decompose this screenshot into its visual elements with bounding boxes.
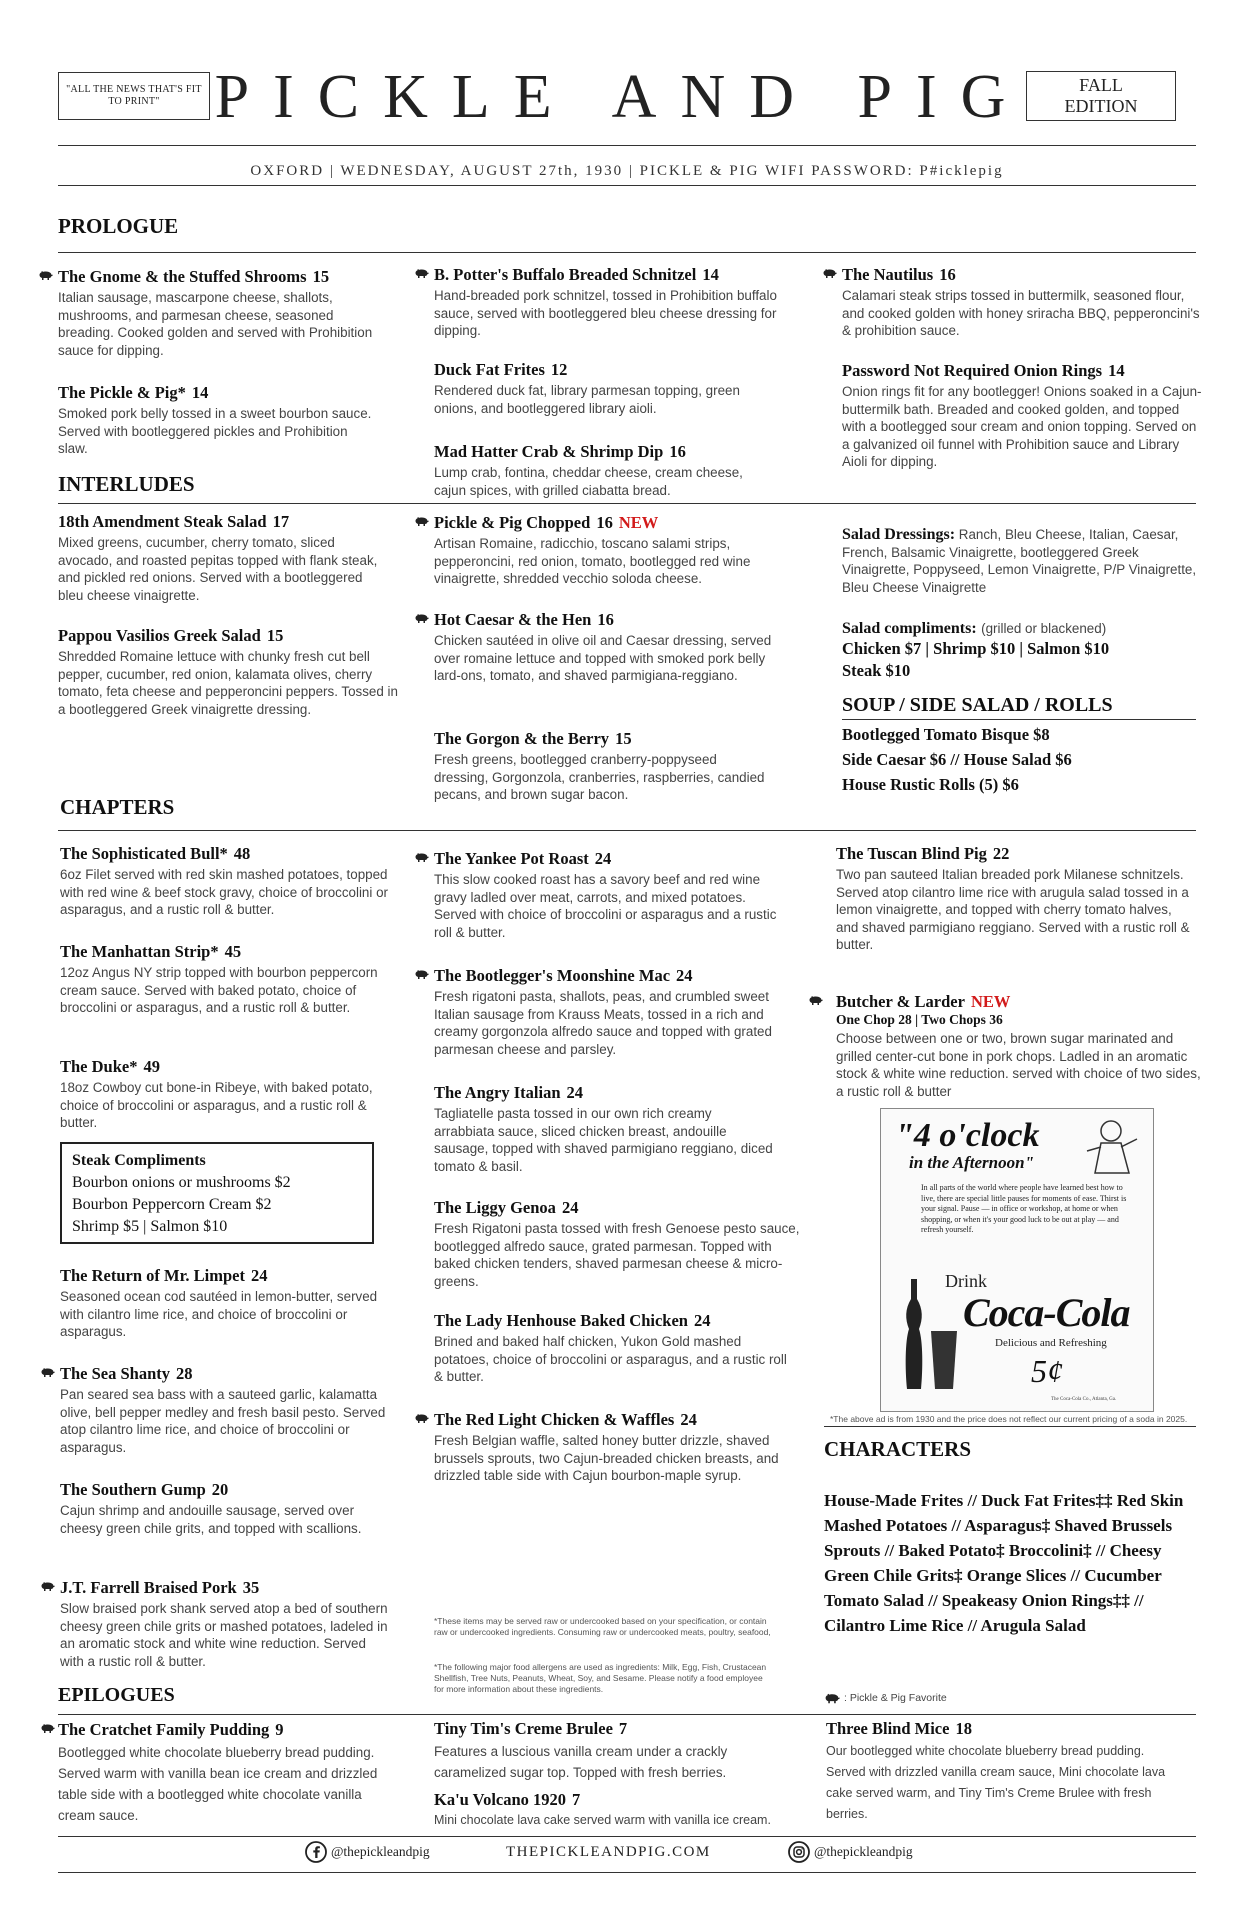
chop-prices: One Chop 28 | Two Chops 36 xyxy=(836,1012,1003,1027)
item-price: 14 xyxy=(702,265,719,284)
menu-item xyxy=(434,1719,784,1783)
item-name: The Gnome & the Stuffed Shrooms xyxy=(58,267,307,286)
item-price: 16 xyxy=(669,442,686,461)
item-desc: Smoked pork belly tossed in a sweet bourbon sauce. Served with bootleggered pickles and Prohibition slaw. xyxy=(58,406,372,456)
steak-compliments-box xyxy=(60,1142,374,1244)
edition-label: FALL EDITION xyxy=(1064,75,1138,116)
soup-line: Bootlegged Tomato Bisque $8 xyxy=(842,725,1050,744)
ad-price: 5¢ xyxy=(1031,1353,1063,1389)
item-desc: Cajun shrimp and andouille sausage, served over cheesy green chile grits, and topped with scallions. xyxy=(60,1503,362,1536)
menu-item xyxy=(826,1719,1176,1825)
item-desc: Choose between one or two, brown sugar marinated and grilled center-cut bone in pork chops. Ladled in an aromatic stock & white wine reduction. served with choice of two sides, a rustic roll & butter xyxy=(836,1031,1201,1099)
section-title-chapters: CHAPTERS xyxy=(60,795,175,819)
instagram-link[interactable] xyxy=(788,1841,913,1863)
item-name: The Return of Mr. Limpet xyxy=(60,1266,245,1285)
ad-headline: in the Afternoon" xyxy=(909,1153,1035,1172)
item-desc: Features a luscious vanilla cream under a crackly caramelized sugar top. Topped with fresh berries. xyxy=(434,1744,728,1780)
masthead-title: PICKLE AND PIG xyxy=(214,63,1030,131)
item-name: Three Blind Mice xyxy=(826,1719,950,1738)
item-price: 24 xyxy=(566,1083,584,1102)
item-name: The Bootlegger's Moonshine Mac xyxy=(434,966,671,985)
item-desc: Tagliatelle pasta tossed in our own rich creamy arrabbiata sauce, sliced chicken breast, andouille sausage, topped with shaved parmigiano reggiano, diced tomato & basil. xyxy=(434,1106,773,1174)
item-desc: Fresh Rigatoni pasta tossed with fresh Genoese pesto sauce, bootlegged alfredo sauce, grated parmesan. Topped with baked chicken tenders, shaved parmesan cheese & micro-greens. xyxy=(434,1221,800,1289)
item-name: The Sophisticated Bull* xyxy=(60,844,228,863)
item-name: Pappou Vasilios Greek Salad xyxy=(58,626,261,645)
steak-box-title: Steak Compliments xyxy=(72,1152,206,1169)
item-desc: This slow cooked roast has a savory beef and red wine gravy ladled over meat, carrots, and mixed potatoes. Served with choice of broccolini or asparagus and a rustic roll & butter. xyxy=(434,872,777,940)
raw-notice: *These items may be served raw or undercooked based on your specification, or contain raw or undercooked ingredients. Consuming raw or undercooked meats, poultry, seafood, xyxy=(434,1616,771,1637)
item-price: 28 xyxy=(176,1364,193,1383)
pig-favorite-icon xyxy=(414,268,429,279)
item-name: Ka'u Volcano 1920 xyxy=(434,1790,567,1809)
tagline-box: "ALL THE NEWS THAT'S FIT TO PRINT" xyxy=(58,72,210,120)
menu-item xyxy=(434,1790,784,1830)
item-price: 35 xyxy=(242,1578,260,1597)
item-name: Password Not Required Onion Rings xyxy=(842,361,1103,380)
rule xyxy=(58,252,1196,253)
item-name: The Sea Shanty xyxy=(60,1364,171,1383)
item-price: 49 xyxy=(143,1057,160,1076)
pig-favorite-icon xyxy=(40,1581,55,1592)
rule xyxy=(58,503,1196,504)
menu-item xyxy=(434,610,774,685)
ad-caption: *The above ad is from 1930 and the price does not reflect our current pricing of a soda in 2025. xyxy=(830,1414,1188,1424)
item-name: 18th Amendment Steak Salad xyxy=(58,512,267,531)
pig-favorite-icon xyxy=(414,969,429,980)
item-price: 24 xyxy=(680,1410,697,1429)
menu-item xyxy=(60,1266,390,1341)
facebook-link[interactable] xyxy=(305,1841,430,1863)
favorite-legend-text: : Pickle & Pig Favorite xyxy=(844,1692,947,1704)
item-name: The Nautilus xyxy=(842,265,934,284)
item-price: 16 xyxy=(939,265,956,284)
ad-slogan: Delicious and Refreshing xyxy=(995,1337,1107,1349)
section-title-prologue: PROLOGUE xyxy=(58,214,179,238)
dateline: OXFORD | WEDNESDAY, AUGUST 27th, 1930 | PICKLE & PIG WIFI PASSWORD: P#icklepig xyxy=(250,163,1004,179)
item-price: 9 xyxy=(275,1720,284,1739)
item-desc: Fresh Belgian waffle, salted honey butter drizzle, shaved brussels sprouts, two Cajun-breaded chicken breasts, and drizzled table side with Cajun bourbon-maple syrup. xyxy=(434,1433,779,1483)
facebook-handle: @thepickleandpig xyxy=(331,1844,430,1859)
ad-drink: Drink xyxy=(945,1271,987,1291)
rule xyxy=(842,719,1196,720)
item-price: 15 xyxy=(615,729,632,748)
allergen-notice: *The following major food allergens are used as ingredients: Milk, Egg, Fish, Crustacean Shellfish, Tree Nuts, Peanuts, Wheat, Soy, and Sesame. Please notify a food employee for more information about these ingredients. xyxy=(434,1662,767,1694)
ad-headline: "4 o'clock xyxy=(895,1117,1040,1154)
pig-favorite-icon xyxy=(824,1693,840,1704)
menu-item xyxy=(434,1198,804,1290)
favorite-legend xyxy=(824,1692,947,1704)
item-price: 12 xyxy=(550,360,568,379)
menu-item xyxy=(836,844,1196,954)
item-desc: Shredded Romaine lettuce with chunky fresh cut bell pepper, cucumber, red onion, kalamata olives, cherry tomato, feta cheese and pepperoncini peppers. Tossed in a bootleggered Greek vinaigrette dressing. xyxy=(58,649,398,717)
pig-favorite-icon xyxy=(38,270,53,281)
rule xyxy=(58,1714,1196,1715)
item-desc: Bootlegged white chocolate blueberry bread pudding. Served warm with vanilla bean ice cream and drizzled table side with a bootlegged white chocolate vanilla cream sauce. xyxy=(58,1745,378,1823)
sides-list: House-Made Frites // Duck Fat Frites‡‡ Red Skin Mashed Potatoes // Asparagus‡ Shaved Brussels Sprouts // Baked Potato‡ Broccolini‡ // Cheesy Green Chile Grits‡ Orange Slices // Cucumber Tomato Salad // Speakeasy Onion Rings‡‡ // Cilantro Lime Rice // Arugula Salad xyxy=(824,1491,1184,1635)
item-price: 14 xyxy=(1108,361,1125,380)
menu-item xyxy=(60,1578,390,1670)
steak-box-line: Shrimp $5 | Salmon $10 xyxy=(72,1218,228,1235)
rule xyxy=(58,830,1196,831)
item-desc: Seasoned ocean cod sautéed in lemon-butter, served with cilantro lime rice, and choice of broccolini or asparagus. xyxy=(60,1289,378,1339)
vintage-ad xyxy=(880,1108,1154,1412)
menu-item xyxy=(434,1311,794,1386)
item-name: The Liggy Genoa xyxy=(434,1198,556,1217)
new-badge: NEW xyxy=(618,513,659,532)
item-name: The Lady Henhouse Baked Chicken xyxy=(434,1311,688,1330)
item-price: 7 xyxy=(618,1719,628,1738)
menu-item xyxy=(58,626,398,718)
pig-favorite-icon xyxy=(414,852,429,863)
pig-favorite-icon xyxy=(414,1413,429,1424)
section-title-interludes: INTERLUDES xyxy=(58,472,195,496)
rule xyxy=(824,1426,1196,1427)
item-desc: Fresh greens, bootlegged cranberry-poppyseed dressing, Gorgonzola, cranberries, raspberries, candied pecans, and brown sugar bacon. xyxy=(434,752,765,802)
menu-item xyxy=(842,265,1202,340)
menu-item xyxy=(434,360,774,417)
facebook-icon xyxy=(305,1841,327,1863)
dressings-list: Ranch, Bleu Cheese, Italian, Caesar, French, Balsamic Vinaigrette, bootleggered Greek Vinaigrette, Poppyseed, Lemon Vinaigrette, P/P Vinaigrette, Bleu Cheese Vinaigrette xyxy=(842,527,1197,595)
pig-favorite-icon xyxy=(414,613,429,624)
menu-item xyxy=(434,966,804,1058)
item-name: The Red Light Chicken & Waffles xyxy=(434,1410,675,1429)
item-price: 18 xyxy=(955,1719,972,1738)
compliments-line: Steak $10 xyxy=(842,661,911,680)
soup-line: Side Caesar $6 // House Salad $6 xyxy=(842,750,1072,769)
ad-maker: The Coca-Cola Co., Atlanta, Ga. xyxy=(1051,1397,1117,1402)
menu-item xyxy=(434,1083,774,1175)
item-desc: Mixed greens, cucumber, cherry tomato, sliced avocado, and roasted pepitas topped with flank steak, and pickled red onions. Served with a bootleggered bleu cheese vinaigrette. xyxy=(58,535,378,603)
rule xyxy=(58,1872,1196,1873)
item-name: The Angry Italian xyxy=(434,1083,561,1102)
website-link[interactable]: THEPICKLEANDPIG.COM xyxy=(506,1844,711,1860)
item-name: The Tuscan Blind Pig xyxy=(836,844,987,863)
salad-compliments xyxy=(842,620,1202,682)
dressings-label: Salad Dressings: xyxy=(842,526,956,543)
item-desc: Mini chocolate lava cake served warm with vanilla ice cream. xyxy=(434,1813,771,1827)
pig-favorite-icon xyxy=(40,1723,55,1734)
menu-item xyxy=(836,992,1206,1100)
item-price: 17 xyxy=(272,512,290,531)
edition-box xyxy=(1026,71,1176,121)
rule xyxy=(58,1836,1196,1837)
item-name: The Yankee Pot Roast xyxy=(434,849,589,868)
menu-item xyxy=(60,1364,406,1456)
menu-item xyxy=(60,1480,380,1537)
item-desc: Pan seared sea bass with a sauteed garlic, kalamatta olive, bell pepper medley and fresh basil pesto. Served atop cilantro lime rice, and choice of broccolini or asparagus. xyxy=(60,1387,386,1455)
item-name: The Southern Gump xyxy=(60,1480,206,1499)
instagram-handle: @thepickleandpig xyxy=(814,1844,913,1859)
ad-body: In all parts of the world where people have learned best how to live, there are special little pauses for moments of ease. Thirst is your signal. Pause — in office or workshop, at home or when shopping, or when it's your good luck to be out at play — and refresh yourself. xyxy=(921,1183,1127,1234)
item-name: Pickle & Pig Chopped xyxy=(434,513,591,532)
steak-box-line: Bourbon Peppercorn Cream $2 xyxy=(72,1196,272,1213)
menu-item xyxy=(60,1057,390,1132)
item-desc: 18oz Cowboy cut bone-in Ribeye, with baked potato, choice of broccolini or asparagus, and a rustic roll & butter. xyxy=(60,1080,373,1130)
item-name: Duck Fat Frites xyxy=(434,360,545,379)
item-name: The Manhattan Strip* xyxy=(60,942,219,961)
salad-dressings xyxy=(842,524,1202,596)
item-price: 48 xyxy=(233,844,251,863)
menu-item xyxy=(842,361,1202,471)
item-desc: Two pan sauteed Italian breaded pork Milanese schnitzels. Served atop cilantro lime rice with arugula salad tossed in a lemon vinaigrette, and topped with cherry tomato halves, and shaved parmigiano reggiano. Served with a rustic roll & butter. xyxy=(836,867,1190,952)
menu-item xyxy=(434,265,794,340)
menu-item xyxy=(58,512,388,604)
item-desc: Rendered duck fat, library parmesan topping, green onions, and bootleggered library aioli. xyxy=(434,383,740,416)
menu-item xyxy=(60,942,390,1017)
item-price: 15 xyxy=(312,267,330,286)
item-desc: Brined and baked half chicken, Yukon Gold mashed potatoes, choice of broccolini or asparagus, and a rustic roll & butter. xyxy=(434,1334,787,1384)
item-name: The Duke* xyxy=(60,1057,138,1076)
soup-title: SOUP / SIDE SALAD / ROLLS xyxy=(842,694,1113,716)
item-price: 16 xyxy=(597,610,614,629)
soup-list xyxy=(842,722,1072,797)
rule xyxy=(58,185,1196,186)
item-name: B. Potter's Buffalo Breaded Schnitzel xyxy=(434,265,697,284)
section-title-epilogues: EPILOGUES xyxy=(58,1684,175,1706)
menu-item xyxy=(58,267,378,359)
menu-item xyxy=(434,1410,794,1485)
item-price: 15 xyxy=(266,626,284,645)
menu-item xyxy=(434,729,774,804)
new-badge: NEW xyxy=(970,992,1011,1011)
item-name: The Pickle & Pig* xyxy=(58,383,186,402)
item-desc: Lump crab, fontina, cheddar cheese, cream cheese, cajun spices, with grilled ciabatta bread. xyxy=(434,465,743,498)
soup-line: House Rustic Rolls (5) $6 xyxy=(842,775,1019,794)
item-desc: 12oz Angus NY strip topped with bourbon peppercorn cream sauce. Served with baked potato, choice of broccolini or asparagus, and a rustic roll & butter. xyxy=(60,965,378,1015)
instagram-icon xyxy=(788,1841,810,1863)
item-price: 24 xyxy=(251,1266,268,1285)
item-desc: Chicken sautéed in olive oil and Caesar dressing, served over romaine lettuce and topped with smoked pork belly lard-ons, tomato, and shaved parmigiana-reggiano. xyxy=(434,633,772,683)
pig-favorite-icon xyxy=(822,268,837,279)
item-price: 22 xyxy=(992,844,1010,863)
item-price: 14 xyxy=(191,383,209,402)
item-price: 16 xyxy=(596,513,613,532)
item-desc: Artisan Romaine, radicchio, toscano salami strips, pepperoncini, red onion, tomato, bootlegged red wine vinaigrette, shredded vecchio soloda cheese. xyxy=(434,536,751,586)
item-name: The Gorgon & the Berry xyxy=(434,729,610,748)
compliments-line: Chicken $7 | Shrimp $10 | Salmon $10 xyxy=(842,639,1110,658)
item-price: 45 xyxy=(224,942,242,961)
section-title-characters: CHARACTERS xyxy=(824,1437,972,1461)
item-price: 7 xyxy=(572,1790,581,1809)
menu-item xyxy=(434,849,784,941)
item-name: Hot Caesar & the Hen xyxy=(434,610,592,629)
item-name: J.T. Farrell Braised Pork xyxy=(60,1578,237,1597)
pig-favorite-icon xyxy=(808,995,823,1006)
rule xyxy=(58,145,1196,146)
compliments-label: Salad compliments: xyxy=(842,620,977,637)
item-desc: Italian sausage, mascarpone cheese, shallots, mushrooms, and parmesan cheese, seasoned breading. Cooked golden and served with Prohibition sauce for dipping. xyxy=(58,290,373,358)
item-name: Mad Hatter Crab & Shrimp Dip xyxy=(434,442,664,461)
item-desc: Calamari steak strips tossed in buttermilk, seasoned flour, and cooked golden with honey sriracha BBQ, pepperoncini's & prohibition sauce. xyxy=(842,288,1200,338)
steak-box-line: Bourbon onions or mushrooms $2 xyxy=(72,1174,291,1191)
item-desc: Hand-breaded pork schnitzel, tossed in Prohibition buffalo sauce, served with bootleggered bleu cheese dressing for dipping. xyxy=(434,288,777,338)
ad-illustration xyxy=(1081,1115,1143,1175)
menu-item xyxy=(434,513,774,588)
pig-favorite-icon xyxy=(40,1367,55,1378)
item-desc: Fresh rigatoni pasta, shallots, peas, and crumbled sweet Italian sausage from Krauss Meats, tossed in a rich and creamy gorgonzola alfredo sauce and topped with grated parmesan cheese and parsley. xyxy=(434,989,772,1057)
item-price: 24 xyxy=(676,966,693,985)
item-price: 20 xyxy=(211,1480,229,1499)
pig-favorite-icon xyxy=(414,516,429,527)
item-price: 24 xyxy=(561,1198,579,1217)
menu-item xyxy=(58,1720,388,1826)
item-desc: Slow braised pork shank served atop a bed of southern cheesy green chile grits or mashed potatoes, ladeled in an aromatic stock and white wine reduction. Served with a rustic roll & butter. xyxy=(60,1601,388,1669)
item-desc: 6oz Filet served with red skin mashed potatoes, topped with red wine & beef stock gravy, choice of broccolini or asparagus, and a rustic roll & butter. xyxy=(60,867,388,917)
compliments-note: (grilled or blackened) xyxy=(981,621,1107,636)
item-name: Tiny Tim's Creme Brulee xyxy=(434,1719,613,1738)
item-price: 24 xyxy=(594,849,612,868)
menu-item xyxy=(58,383,378,458)
item-price: 24 xyxy=(693,1311,711,1330)
ad-brand: Coca-Cola xyxy=(963,1290,1130,1335)
item-desc: Our bootlegged white chocolate blueberry bread pudding. Served with drizzled vanilla cream sauce, Mini chocolate lava cake served warm, and Tiny Tim's Creme Brulee with fresh berries. xyxy=(826,1744,1166,1821)
item-name: Butcher & Larder xyxy=(836,992,965,1011)
item-desc: Onion rings fit for any bootlegger! Onions soaked in a Cajun-buttermilk bath. Breaded and cooked golden, and topped with a bootlegged sour cream and onion topping. Served on a galvanized oil funnel with Prohibition sauce and Library Aioli for dipping. xyxy=(842,384,1202,469)
item-name: The Cratchet Family Pudding xyxy=(58,1720,270,1739)
menu-item xyxy=(434,442,774,499)
menu-item xyxy=(60,844,406,919)
